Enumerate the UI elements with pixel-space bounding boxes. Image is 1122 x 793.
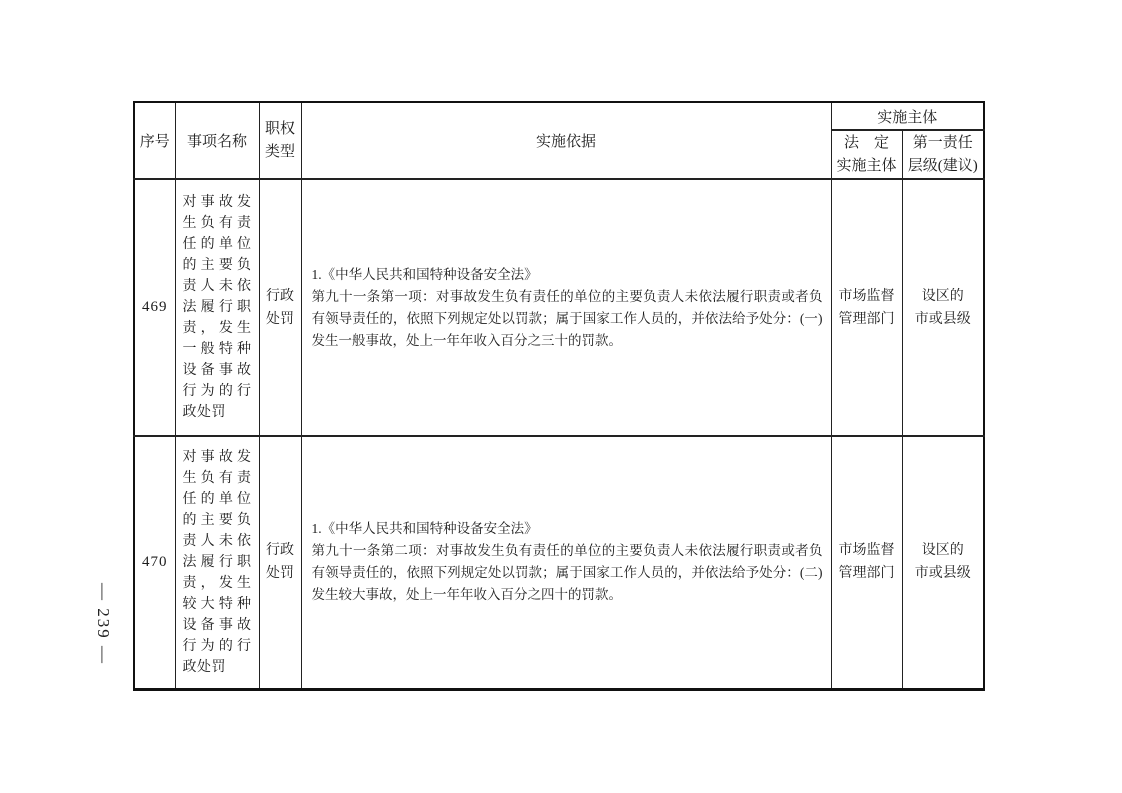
authority-items-table — [133, 101, 985, 691]
cell-power-type — [259, 436, 301, 689]
cell-power-type — [259, 179, 301, 436]
header-legal-subject-line2: 实施主体 — [836, 157, 897, 174]
power-type-line2: 处罚 — [266, 566, 294, 582]
legal-subject-line2: 管理部门 — [838, 311, 895, 327]
duty-level-line2: 市或县级 — [914, 566, 971, 582]
basis-law-title: 1.《中华人民共和国特种设备安全法》 — [311, 521, 538, 537]
cell-index: 470 — [134, 436, 175, 689]
header-duty-level — [902, 130, 984, 179]
header-subject-group: 实施主体 — [831, 102, 984, 130]
power-type-line2: 处罚 — [266, 311, 294, 327]
cell-legal-subject — [831, 179, 902, 436]
cell-basis — [301, 179, 831, 436]
header-power-type-line1: 职权 — [264, 120, 295, 137]
item-name-text: 对事故发生负有责任的单位的主要负责人未依法履行职责，发生较大特种设备事故行为的行政处罚 — [182, 449, 252, 675]
power-type-line1: 行政 — [266, 288, 294, 304]
duty-level-line1: 设区的 — [921, 543, 964, 559]
legal-subject-line1: 市场监督 — [838, 288, 895, 304]
basis-clause-text: 第九十一条第一项：对事故发生负有责任的单位的主要负责人未依法履行职责或者负有领导责任的，依照下列规定处以罚款；属于国家工作人员的，并依法给予处分：(一)发生一般事故，处上一年年收入百分之三十的罚款。 — [311, 288, 823, 348]
header-legal-subject — [831, 130, 902, 179]
legal-subject-line2: 管理部门 — [838, 566, 895, 582]
header-legal-subject-line1: 法 定 — [843, 134, 889, 151]
header-power-type — [259, 102, 301, 179]
duty-level-line2: 市或县级 — [914, 311, 971, 327]
cell-duty-level — [902, 179, 984, 436]
cell-duty-level — [902, 436, 984, 689]
legal-subject-line1: 市场监督 — [838, 543, 895, 559]
item-name-text: 对事故发生负有责任的单位的主要负责人未依法履行职责，发生一般特种设备事故行为的行政处罚 — [182, 195, 252, 420]
header-duty-level-line2: 层级(建议) — [907, 157, 978, 174]
header-duty-level-line1: 第一责任 — [912, 134, 973, 151]
cell-legal-subject — [831, 436, 902, 689]
header-item-name: 事项名称 — [175, 102, 259, 179]
cell-index: 469 — [134, 179, 175, 436]
header-index: 序号 — [134, 102, 175, 179]
table-row — [134, 179, 984, 436]
cell-item-name — [175, 179, 259, 436]
cell-item-name — [175, 436, 259, 689]
basis-clause-text: 第九十一条第二项：对事故发生负有责任的单位的主要负责人未依法履行职责或者负有领导责任的，依照下列规定处以罚款；属于国家工作人员的，并依法给予处分：(二)发生较大事故，处上一年年收入百分之四十的罚款。 — [311, 543, 823, 603]
duty-level-line1: 设区的 — [921, 288, 964, 304]
page-number-label: — 239 — — [94, 583, 113, 665]
header-power-type-line2: 类型 — [264, 143, 295, 160]
header-basis: 实施依据 — [301, 102, 831, 179]
basis-law-title: 1.《中华人民共和国特种设备安全法》 — [311, 266, 538, 282]
table-header — [134, 102, 984, 179]
table-row — [134, 436, 984, 689]
cell-basis — [301, 436, 831, 689]
power-type-line1: 行政 — [266, 543, 294, 559]
